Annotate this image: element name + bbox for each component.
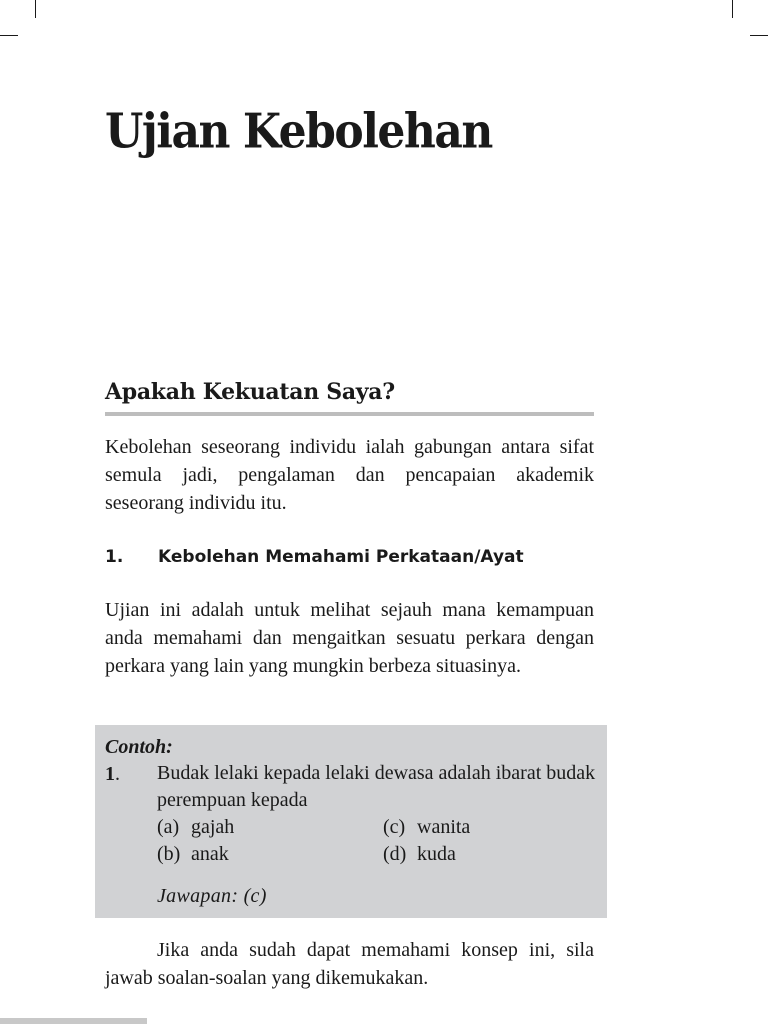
question-number-suffix: . [115,763,120,785]
option-key: (c) [383,816,406,838]
section-heading: Apakah Kekuatan Saya? [105,379,395,405]
subsection-description: Ujian ini adalah untuk melihat sejauh mana kemampuan anda memahami dan mengaitkan sesuatu perkara dengan perkara yang lain yang mungkin berbeza situasinya. [105,599,594,677]
question-number-digit: 1 [105,763,115,785]
option-text: gajah [191,816,235,838]
closing-paragraph: Jika anda sudah dapat memahami konsep ini, sila jawab soalan-soalan yang dikemukakan. [105,939,594,989]
crop-mark [750,35,768,36]
example-box [95,725,607,918]
option-c [383,814,470,841]
subsection-number: 1. [105,547,124,567]
subsection-title: Kebolehan Memahami Perkataan/Ayat [158,547,524,567]
crop-mark [35,0,36,18]
option-text: kuda [417,843,456,865]
page-title: Ujian Kebolehan [105,104,492,160]
option-b [157,841,229,868]
option-d [383,841,456,868]
option-key: (b) [157,843,181,865]
option-key: (a) [157,816,180,838]
intro-paragraph: Kebolehan seseorang individu ialah gabungan antara sifat semula jadi, pengalaman dan pencapaian akademik seseorang individu itu. [105,436,594,514]
question-number [105,760,120,788]
example-label: Contoh: [105,736,173,758]
answer-text: Jawapan: (c) [157,885,267,907]
heading-rule [105,412,594,416]
question-text: Budak lelaki kepada lelaki dewasa adalah ibarat budak perempuan kepada [157,762,596,811]
option-a [157,814,234,841]
footer-bar [0,1018,147,1024]
option-text: wanita [417,816,471,838]
option-key: (d) [383,843,407,865]
crop-mark [0,35,18,36]
crop-mark [732,0,733,18]
subsection-heading [105,544,605,570]
option-text: anak [191,843,229,865]
